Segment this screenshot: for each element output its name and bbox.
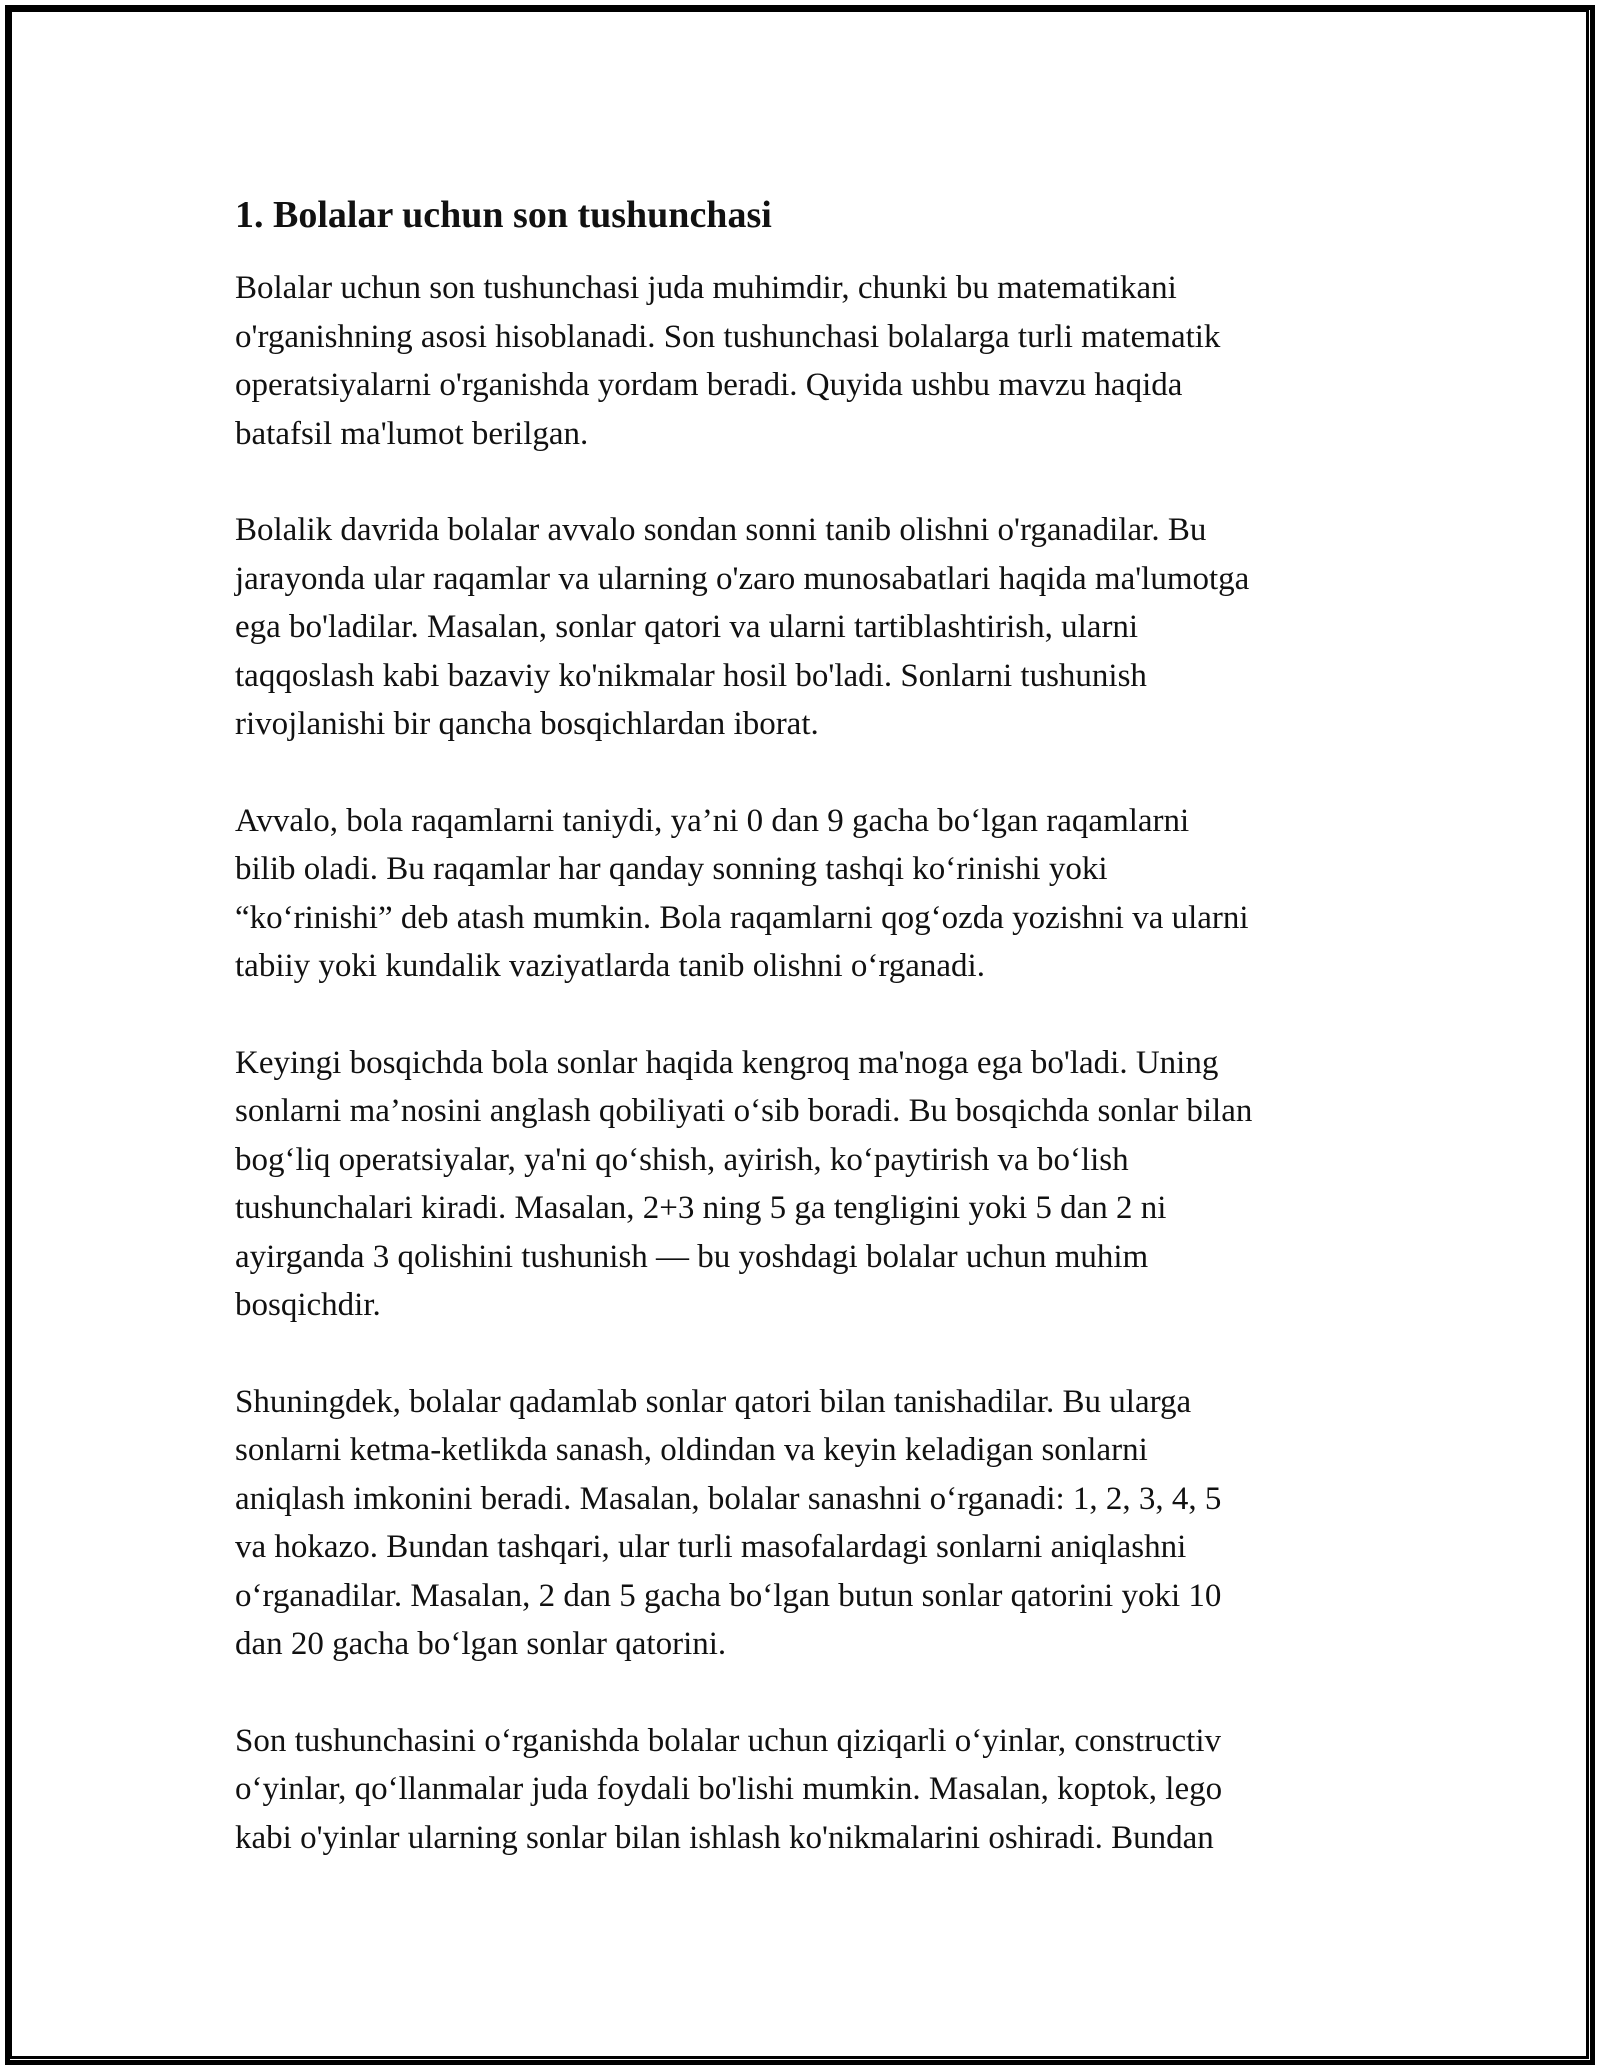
text-line: sonlarni ma’nosini anglash qobiliyati o‘sib boradi. Bu bosqichda sonlar bilan bbox=[235, 1093, 1253, 1129]
text-line: bilib oladi. Bu raqamlar har qanday sonning tashqi ko‘rinishi yoki bbox=[235, 851, 1108, 887]
text-line: “ko‘rinishi” deb atash mumkin. Bola raqamlarni qog‘ozda yozishni va ularni bbox=[235, 899, 1249, 936]
text-line: rivojlanishi bir qancha bosqichlardan iborat. bbox=[235, 706, 819, 742]
text-line: dan 20 gacha bo‘lgan sonlar qatorini. bbox=[235, 1626, 727, 1662]
paragraph-3 bbox=[235, 797, 1375, 991]
text-line: va hokazo. Bundan tashqari, ular turli masofalardagi sonlarni aniqlashni bbox=[235, 1529, 1187, 1565]
text-line: Bolalar uchun son tushunchasi juda muhimdir, chunki bu matematikani bbox=[235, 270, 1177, 306]
text-line: ayirganda 3 qolishini tushunish — bu yoshdagi bolalar uchun muhim bbox=[235, 1238, 1149, 1275]
paragraph-1 bbox=[235, 264, 1375, 458]
text-line: o‘yinlar, qo‘llanmalar juda foydali bo'lishi mumkin. Masalan, koptok, lego bbox=[235, 1771, 1223, 1807]
text-line: sonlarni ketma-ketlikda sanash, oldindan va keyin keladigan sonlarni bbox=[235, 1432, 1148, 1468]
text-line: Keyingi bosqichda bola sonlar haqida kengroq ma'noga ega bo'ladi. Uning bbox=[235, 1044, 1219, 1081]
text-line: aniqlash imkonini beradi. Masalan, bolalar sanashni o‘rganadi: 1, 2, 3, 4, 5 bbox=[235, 1480, 1222, 1517]
text-line: tushunchalari kiradi. Masalan, 2+3 ning 5 ga tengligini yoki 5 dan 2 ni bbox=[235, 1190, 1167, 1226]
paragraph-5 bbox=[235, 1378, 1375, 1669]
paragraph-4 bbox=[235, 1039, 1375, 1330]
text-line: jarayonda ular raqamlar va ularning o'zaro munosabatlari haqida ma'lumotga bbox=[235, 560, 1250, 597]
text-line: operatsiyalarni o'rganishda yordam beradi. Quyida ushbu mavzu haqida bbox=[235, 367, 1183, 403]
text-line: tabiiy yoki kundalik vaziyatlarda tanib olishni o‘rganadi. bbox=[235, 948, 985, 984]
text-line: o‘rganadilar. Masalan, 2 dan 5 gacha bo‘lgan butun sonlar qatorini yoki 10 bbox=[235, 1577, 1222, 1614]
text-line: kabi o'yinlar ularning sonlar bilan ishlash ko'nikmalarini oshiradi. Bundan bbox=[235, 1819, 1214, 1856]
text-line: Shuningdek, bolalar qadamlab sonlar qatori bilan tanishadilar. Bu ularga bbox=[235, 1383, 1192, 1420]
text-line: Avvalo, bola raqamlarni taniydi, ya’ni 0 dan 9 gacha bo‘lgan raqamlarni bbox=[235, 802, 1190, 839]
paragraph-2 bbox=[235, 506, 1375, 749]
text-line: Son tushunchasini o‘rganishda bolalar uchun qiziqarli o‘yinlar, constructiv bbox=[235, 1722, 1222, 1759]
text-line: bosqichdir. bbox=[235, 1287, 381, 1323]
text-line: o'rganishning asosi hisoblanadi. Son tushunchasi bolalarga turli matematik bbox=[235, 318, 1221, 355]
section-title: 1. Bolalar uchun son tushunchasi bbox=[235, 194, 772, 236]
text-line: ega bo'ladilar. Masalan, sonlar qatori va ularni tartiblashtirish, ularni bbox=[235, 609, 1139, 645]
text-line: taqqoslash kabi bazaviy ko'nikmalar hosil bo'ladi. Sonlarni tushunish bbox=[235, 657, 1147, 694]
document-page bbox=[235, 190, 1375, 1910]
text-line: batafsil ma'lumot berilgan. bbox=[235, 415, 589, 452]
paragraph-6 bbox=[235, 1717, 1375, 1863]
text-line: bog‘liq operatsiyalar, ya'ni qo‘shish, ayirish, ko‘paytirish va bo‘lish bbox=[235, 1141, 1129, 1178]
text-line: Bolalik davrida bolalar avvalo sondan sonni tanib olishni o'rganadilar. Bu bbox=[235, 512, 1207, 548]
